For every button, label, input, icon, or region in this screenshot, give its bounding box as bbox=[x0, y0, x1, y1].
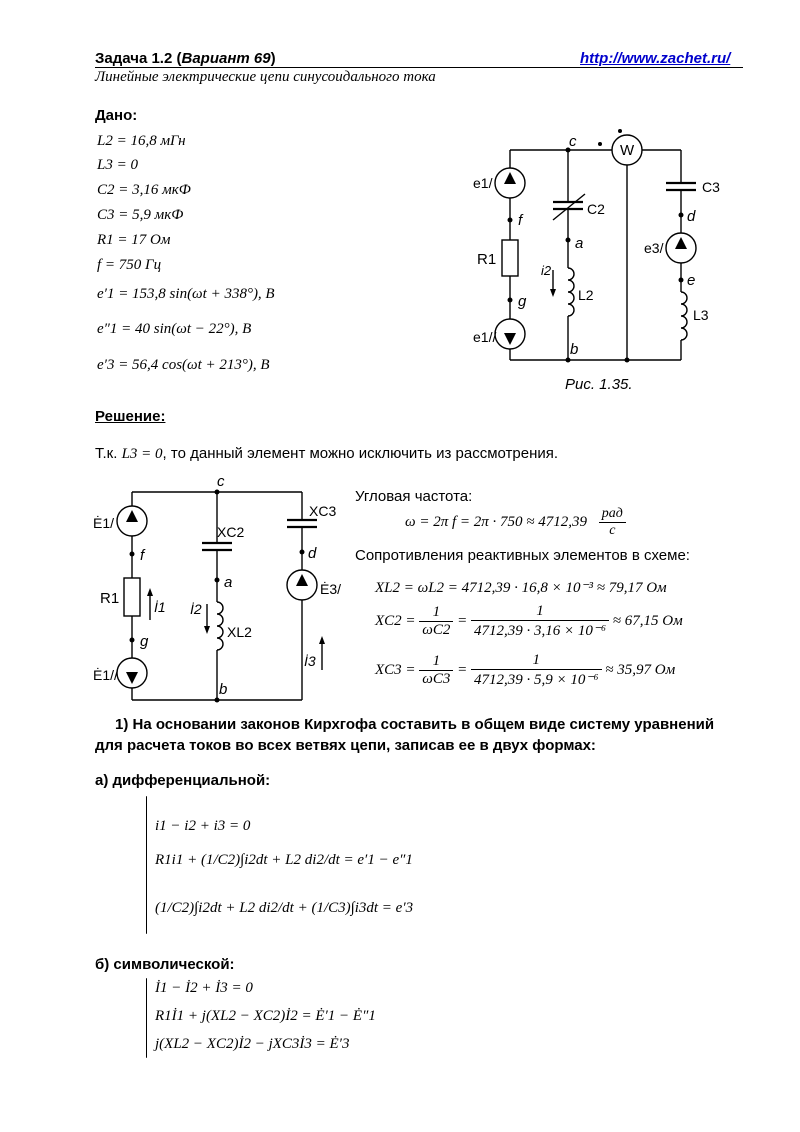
e1-double-prime-label: e1// bbox=[473, 329, 497, 345]
symbolic-title: б) символической: bbox=[95, 956, 235, 973]
xc3-fraction-1 bbox=[419, 653, 453, 688]
xc3-fraction-2 bbox=[471, 652, 602, 689]
sym-equation-1: İ1 − İ2 + İ3 = 0 bbox=[155, 980, 253, 996]
given-item: C2 = 3,16 мкФ bbox=[97, 182, 191, 198]
wattmeter-label: W bbox=[620, 142, 635, 159]
task-title: Задача 1.2 (Вариант 69) bbox=[95, 50, 276, 67]
node-a-label: a bbox=[224, 574, 233, 591]
node-f-label: f bbox=[518, 212, 523, 229]
node-b-label: b bbox=[570, 341, 579, 358]
note-prefix: Т.к. bbox=[95, 445, 118, 462]
node-e-label: e bbox=[687, 272, 696, 289]
omega-unit bbox=[599, 506, 626, 539]
reactance-label: Сопротивления реактивных элементов в схеме: bbox=[355, 547, 690, 564]
given-item: e′3 = 56,4 cos(ωt + 213°), B bbox=[97, 357, 270, 373]
l2-label: L2 bbox=[578, 287, 594, 303]
r1-label: R1 bbox=[100, 590, 120, 607]
given-item: e′1 = 153,8 sin(ωt + 338°), B bbox=[97, 286, 275, 302]
e1-prime-label: Ė1/ bbox=[93, 515, 115, 531]
numerator: 1 bbox=[419, 604, 453, 622]
c3-label: C3 bbox=[702, 179, 720, 195]
xc2-result: ≈ 67,15 Ом bbox=[612, 612, 683, 629]
inductor-l3 bbox=[681, 292, 687, 340]
variable-arrow bbox=[553, 194, 585, 220]
header-divider bbox=[95, 67, 743, 68]
variant-label: Вариант 69 bbox=[181, 50, 271, 67]
omega-equation bbox=[405, 506, 626, 539]
given-item: R1 = 17 Ом bbox=[97, 232, 171, 248]
differential-title: а) дифференциальной: bbox=[95, 772, 271, 789]
node-g-label: g bbox=[518, 293, 527, 310]
system-brace bbox=[146, 978, 147, 1058]
note-suffix: , то данный элемент можно исключить из рассмотрения. bbox=[162, 445, 559, 462]
omega-unit-numerator: рад bbox=[599, 506, 626, 523]
xl2-equation: XL2 = ωL2 = 4712,39 · 16,8 × 10⁻³ ≈ 79,17 Ом bbox=[375, 580, 667, 596]
solution-title: Решение: bbox=[95, 408, 166, 425]
resistor-r1 bbox=[502, 240, 518, 276]
sym-equation-3: j(XL2 − XC2)İ2 − jXC3İ3 = Ė′3 bbox=[155, 1036, 350, 1052]
node-c-label: c bbox=[217, 473, 225, 490]
node-c-label: c bbox=[569, 133, 577, 150]
inductor-xl2 bbox=[217, 602, 223, 650]
task1-line2: для расчета токов во всех ветвях цепи, записав ее в двух формах: bbox=[95, 737, 596, 754]
i3-label: İ3 bbox=[304, 653, 316, 669]
e1-double-prime-label: Ė1// bbox=[93, 667, 118, 683]
given-title: Дано: bbox=[95, 107, 138, 124]
xl2-label: XL2 bbox=[227, 624, 252, 640]
xc3-label: XC3 bbox=[309, 503, 337, 519]
site-link[interactable]: http://www.zachet.ru/ bbox=[580, 50, 731, 67]
given-item: f = 750 Гц bbox=[97, 257, 162, 273]
solution-note bbox=[95, 445, 558, 463]
note-expression: L3 = 0 bbox=[121, 446, 163, 462]
diff-equation-2: R1i1 + (1/C2)∫i2dt + L2 di2/dt = e′1 − e″1 bbox=[155, 852, 413, 868]
subtitle: Линейные электрические цепи синусоидального тока bbox=[95, 69, 436, 85]
resistor-r1 bbox=[124, 578, 140, 616]
numerator: 1 bbox=[471, 652, 602, 670]
r1-label: R1 bbox=[477, 251, 497, 268]
xc3-lhs: XC3 = bbox=[375, 661, 416, 678]
node-g-label: g bbox=[140, 633, 149, 650]
i2-label: İ2 bbox=[190, 601, 202, 617]
xc2-fraction-2 bbox=[471, 603, 609, 640]
denominator: 4712,39 · 5,9 × 10⁻⁶ bbox=[474, 672, 599, 688]
diff-equation-3: (1/C2)∫i2dt + L2 di2/dt + (1/C3)∫i3dt = e′3 bbox=[155, 900, 414, 916]
given-item: L3 = 0 bbox=[97, 157, 138, 173]
omega-expression: ω = 2π f = 2π · 750 ≈ 4712,39 bbox=[405, 513, 588, 530]
node-d-label: d bbox=[687, 208, 696, 225]
xc2-fraction-1 bbox=[419, 604, 453, 639]
sym-equation-2: R1İ1 + j(XL2 − XC2)İ2 = Ė′1 − Ė″1 bbox=[155, 1008, 376, 1024]
e3-prime-label: Ė3/ bbox=[320, 581, 342, 597]
task1-line1: 1) На основании законов Кирхгофа составить в общем виде систему уравнений bbox=[115, 716, 715, 733]
l3-label: L3 bbox=[693, 307, 709, 323]
xc3-result: ≈ 35,97 Ом bbox=[605, 661, 676, 678]
node-f-label: f bbox=[140, 547, 145, 564]
circuit-diagram-2 bbox=[90, 470, 342, 705]
numerator: 1 bbox=[419, 653, 453, 671]
inductor-l2 bbox=[568, 268, 574, 316]
e3-prime-label: e3/ bbox=[644, 240, 664, 256]
omega-unit-denominator: с bbox=[609, 523, 616, 538]
xc2-label: XC2 bbox=[217, 524, 245, 540]
i1-label: İ1 bbox=[154, 599, 166, 615]
task-number: Задача 1.2 bbox=[95, 50, 173, 67]
denominator: ωC2 bbox=[422, 622, 451, 638]
c2-label: C2 bbox=[587, 201, 605, 217]
denominator: 4712,39 · 3,16 × 10⁻⁶ bbox=[474, 623, 607, 639]
xc3-equation: XC3 = $\frac{1}{\omega C3}$ = $\frac{1}{\text{4712,39 · 5,9 × 10⁻⁶}}$ ≈ 35,97 Ом bbox=[375, 652, 676, 688]
figure-caption: Рис. 1.35. bbox=[565, 376, 633, 393]
diff-equation-1: i1 − i2 + i3 = 0 bbox=[155, 818, 251, 834]
xc2-equation: XC2 = $\frac{1}{\omega C2}$ = $\frac{1}{\text{4712,39 · 3,16 × 10⁻⁶}}$ ≈ 67,15 Ом bbox=[375, 603, 683, 639]
e1-prime-label: e1/ bbox=[473, 175, 493, 191]
numerator: 1 bbox=[471, 603, 609, 621]
node-b-label: b bbox=[219, 681, 228, 698]
given-item: e″1 = 40 sin(ωt − 22°), B bbox=[97, 321, 252, 337]
system-brace bbox=[146, 796, 147, 934]
node-a-label: a bbox=[575, 235, 584, 252]
circuit-diagram-1 bbox=[465, 120, 725, 400]
xc2-lhs: XC2 = bbox=[375, 612, 416, 629]
given-item: L2 = 16,8 мГн bbox=[97, 133, 186, 149]
given-item: C3 = 5,9 мкФ bbox=[97, 207, 184, 223]
node-d-label: d bbox=[308, 545, 317, 562]
angular-frequency-label: Угловая частота: bbox=[355, 488, 473, 505]
i2-label: i2 bbox=[541, 263, 552, 278]
denominator: ωC3 bbox=[422, 671, 451, 687]
